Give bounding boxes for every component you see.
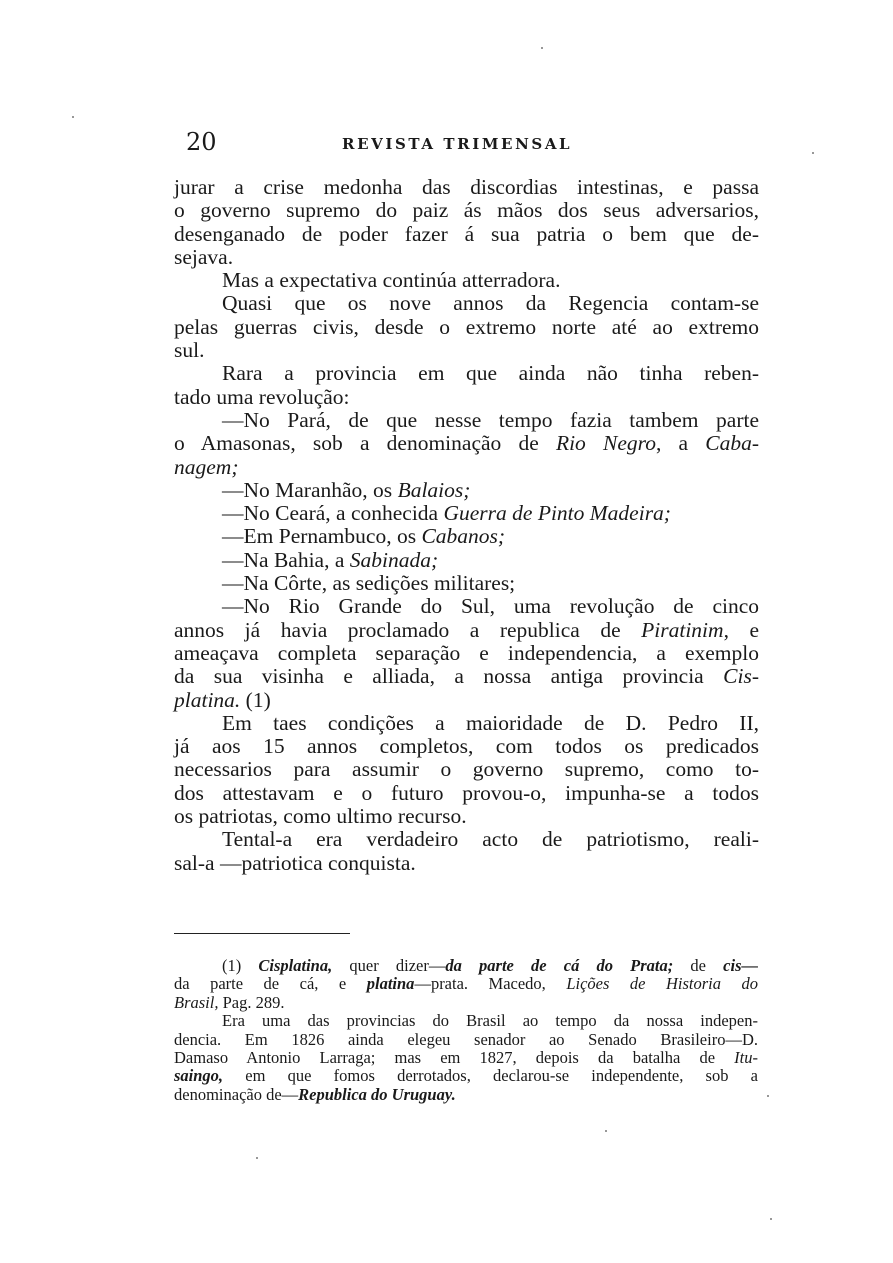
text-span: —Na Bahia, a [222,547,345,572]
scan-speck [72,116,74,118]
italic-term: Balaios; [397,477,471,502]
text-line: sejava. [174,244,234,269]
text-span: , a [655,431,689,456]
text-span: Pag. 289. [218,992,285,1012]
footnote-line [174,994,758,1012]
text-line: desenganado de poder fazer á sua patria o bem que de- [174,221,759,246]
text-line: o governo supremo do paiz ás mãos dos seus adversarios, [174,198,759,223]
text-line: Em taes condições a maioridade de D. Pedro II, [222,710,759,735]
italic-term: Sabinada; [349,547,439,572]
italic-term: saingo, [174,1066,224,1086]
text-line: os patriotas, como ultimo recurso. [174,804,467,829]
italic-term: Cabanos; [421,524,506,549]
page-header [186,128,766,160]
text-span: quer dizer— [332,956,446,975]
text-span: em que fomos derrotados, declarou-se independente, sob a [223,1066,758,1086]
italic-term: Piratinim [641,617,724,642]
text-line: Tental-a era verdadeiro acto de patriotismo, reali- [222,827,759,852]
text-span: da parte de cá, e [174,974,367,994]
text-span: denominação de— [174,1084,299,1104]
text-line: sal-a —patriotica conquista. [174,850,416,875]
text-line [174,432,759,455]
footnote-line [174,1049,758,1067]
text-line: dos attestavam e o futuro provou-o, impunha-se a todos [174,780,759,805]
text-line: nagem; [174,454,239,479]
italic-term: da parte de cá do Prata; [445,956,674,975]
italic-term: Republica do Uruguay. [298,1084,456,1104]
italic-term: Caba- [705,431,759,456]
body-text [174,176,759,875]
text-line [174,549,759,572]
text-line: ameaçava completa separação e independencia, a exemplo [174,640,759,665]
text-line: necessarios para assumir o governo supremo, como to- [174,757,759,782]
italic-term: Cisplatina, [258,956,333,975]
text-line [174,665,759,688]
text-span: de [673,956,724,975]
footnote-line: dencia. Em 1826 ainda elegeu senador ao Senado Brasileiro—D. [174,1029,758,1049]
footnote-line [174,975,758,993]
text-line: —Na Côrte, as sedições militares; [222,571,516,596]
text-line [174,689,759,712]
text-span: da sua visinha e alliada, a nossa antiga provincia [174,664,704,689]
scan-speck [767,1095,769,1097]
footnote-divider [174,933,350,934]
text-span: —No Maranhão, os [222,477,393,502]
italic-term: Lições de Historia do [566,974,759,994]
text-line [174,619,759,642]
text-span: —prata. Macedo, [414,974,567,994]
text-span: —No Ceará, a conhecida [222,501,439,526]
text-line: tado uma revolução: [174,384,350,409]
text-span: —Em Pernambuco, os [222,524,417,549]
text-span: o Amasonas, sob a denominação de [174,431,539,456]
italic-term: Cis- [723,664,760,689]
text-line: jurar a crise medonha das discordias intestinas, e passa [174,175,759,199]
footnote-line [174,1086,758,1104]
italic-term: platina [366,974,415,994]
text-line: sul. [174,338,205,363]
scan-speck [812,152,814,154]
text-span: annos já havia proclamado a republica de [174,617,621,642]
footnote-line: Era uma das provincias do Brasil ao tempo da nossa indepen- [222,1011,758,1031]
italic-term: cis— [723,956,758,975]
scan-speck [256,1157,258,1159]
text-line: Quasi que os nove annos da Regencia contam-se [222,291,759,316]
scan-speck [541,47,543,49]
footnote-line [174,1067,758,1085]
scan-speck [770,1218,772,1220]
text-line [174,479,759,502]
page-number: 20 [186,128,217,156]
text-line: Mas a expectativa continúa atterradora. [222,268,561,293]
footnote-ref: (1) [240,687,271,712]
italic-term: Brasil, [174,992,219,1012]
text-line: —No Pará, de que nesse tempo fazia tambem parte [222,407,759,432]
footnote [174,957,758,1104]
text-line: pelas guerras civis, desde o extremo norte até ao extremo [174,314,759,339]
footnote-marker: (1) [222,956,242,975]
footnote-line [174,957,758,975]
text-line: Rara a provincia em que ainda não tinha reben- [222,361,759,386]
text-line [174,502,759,525]
italic-term: Guerra de Pinto Madeira; [443,501,671,526]
italic-term: Rio Negro [555,431,656,456]
running-title: REVISTA TRIMENSAL [342,135,573,153]
text-line: —No Rio Grande do Sul, uma revolução de cinco [222,594,759,619]
text-line: já aos 15 annos completos, com todos os predicados [174,734,759,759]
italic-term: platina. [174,687,241,712]
italic-term: Itu- [734,1048,758,1068]
text-span: Damaso Antonio Larraga; mas em 1827, depois da batalha de [174,1048,735,1068]
text-span: , e [723,617,759,642]
scan-speck [605,1130,607,1132]
text-line [174,525,759,548]
